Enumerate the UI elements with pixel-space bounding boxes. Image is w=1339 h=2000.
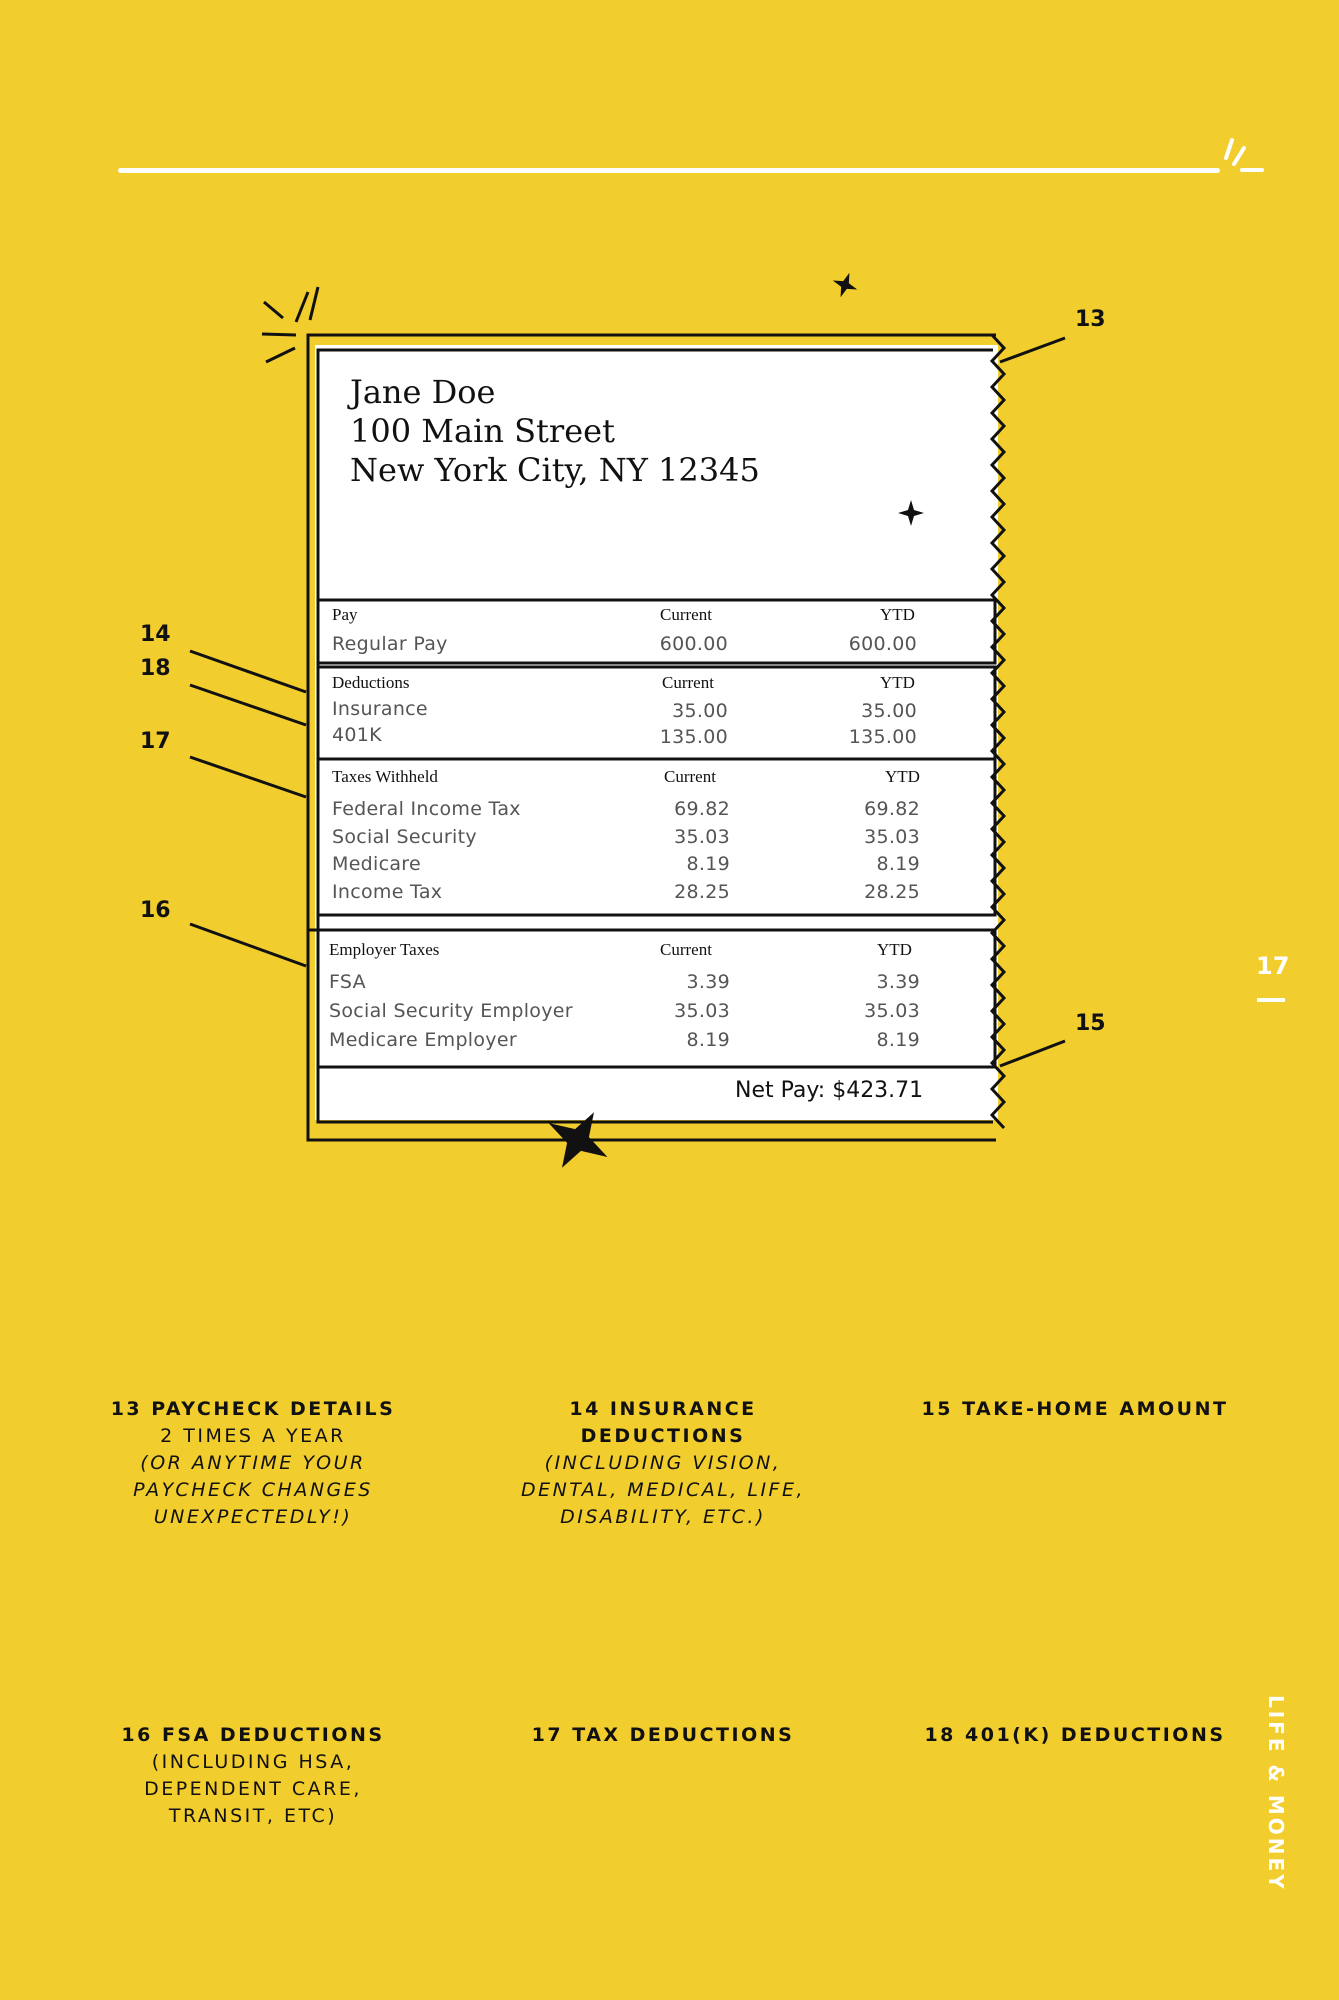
employer-row-ytd: 3.39 bbox=[876, 971, 920, 993]
legend-take-home bbox=[895, 1396, 1255, 1423]
employer-ytd-header: YTD bbox=[877, 940, 912, 959]
employee-city: New York City, NY 12345 bbox=[350, 451, 760, 489]
deductions-header: Deductions bbox=[332, 673, 410, 692]
legend-title: DEDUCTIONS bbox=[580, 1425, 746, 1447]
net-pay: Net Pay: $423.71 bbox=[735, 1078, 924, 1103]
tax-row-label: Social Security bbox=[332, 826, 477, 848]
callout-13: 13 bbox=[1075, 307, 1106, 332]
employer-current-header: Current bbox=[660, 940, 712, 959]
tax-row-current: 8.19 bbox=[686, 853, 730, 875]
employer-row-label: Social Security Employer bbox=[329, 1000, 573, 1022]
tax-row-ytd: 69.82 bbox=[864, 798, 920, 820]
tax-row-ytd: 28.25 bbox=[864, 881, 920, 903]
callout-17: 17 bbox=[140, 729, 171, 754]
callout-18: 18 bbox=[140, 656, 171, 681]
legend-line: TRANSIT, ETC) bbox=[168, 1805, 338, 1827]
tax-row-current: 35.03 bbox=[674, 826, 730, 848]
tax-row-label: Medicare bbox=[332, 853, 421, 875]
taxes-ytd-header: YTD bbox=[885, 767, 920, 786]
tax-row-current: 28.25 bbox=[674, 881, 730, 903]
employer-row-ytd: 8.19 bbox=[876, 1029, 920, 1051]
legend-line: DENTAL, MEDICAL, LIFE, bbox=[520, 1479, 806, 1501]
legend-line: UNEXPECTEDLY!) bbox=[153, 1506, 353, 1528]
callout-15: 15 bbox=[1075, 1011, 1106, 1036]
legend-line: DISABILITY, ETC.) bbox=[560, 1506, 766, 1528]
legend-line: PAYCHECK CHANGES bbox=[133, 1479, 373, 1501]
employer-row-label: FSA bbox=[329, 971, 366, 993]
employee-address bbox=[350, 373, 760, 490]
legend-title: 16 FSA DEDUCTIONS bbox=[121, 1724, 385, 1746]
section-label: LIFE & MONEY bbox=[1264, 1695, 1288, 1892]
legend-tax-deductions bbox=[483, 1722, 843, 1749]
tax-row-ytd: 35.03 bbox=[864, 826, 920, 848]
legend-paycheck-details bbox=[73, 1396, 433, 1531]
deduction-row-label: 401K bbox=[332, 724, 382, 746]
page-number: 17 bbox=[1256, 952, 1290, 980]
legend-line: (INCLUDING HSA, bbox=[151, 1751, 355, 1773]
tax-row-current: 69.82 bbox=[674, 798, 730, 820]
deduction-row-ytd: 135.00 bbox=[848, 726, 917, 748]
legend-title: 14 INSURANCE bbox=[569, 1398, 757, 1420]
employer-row-current: 3.39 bbox=[686, 971, 730, 993]
legend-fsa-deductions bbox=[73, 1722, 433, 1830]
callout-16: 16 bbox=[140, 898, 171, 923]
tax-row-label: Federal Income Tax bbox=[332, 798, 521, 820]
legend-line: (INCLUDING VISION, bbox=[544, 1452, 782, 1474]
pay-row-current: 600.00 bbox=[659, 633, 728, 655]
deductions-ytd-header: YTD bbox=[880, 673, 915, 692]
pay-row-ytd: 600.00 bbox=[848, 633, 917, 655]
pay-header: Pay bbox=[332, 605, 358, 624]
employer-row-current: 35.03 bbox=[674, 1000, 730, 1022]
legend-title: 13 PAYCHECK DETAILS bbox=[110, 1398, 396, 1420]
deduction-row-ytd: 35.00 bbox=[861, 700, 917, 722]
employee-name: Jane Doe bbox=[350, 373, 496, 411]
legend-line: (OR ANYTIME YOUR bbox=[140, 1452, 366, 1474]
legend-title: 17 TAX DEDUCTIONS bbox=[531, 1724, 795, 1746]
deduction-row-current: 35.00 bbox=[672, 700, 728, 722]
taxes-header: Taxes Withheld bbox=[332, 767, 438, 786]
employer-row-ytd: 35.03 bbox=[864, 1000, 920, 1022]
employee-street: 100 Main Street bbox=[350, 412, 615, 450]
deduction-row-label: Insurance bbox=[332, 698, 428, 720]
employer-row-label: Medicare Employer bbox=[329, 1029, 517, 1051]
pay-current-header: Current bbox=[660, 605, 712, 624]
legend-title: 18 401(K) DEDUCTIONS bbox=[924, 1724, 1226, 1746]
pay-row-label: Regular Pay bbox=[332, 633, 448, 655]
legend-line: 2 TIMES A YEAR bbox=[160, 1425, 346, 1447]
tax-row-ytd: 8.19 bbox=[876, 853, 920, 875]
deductions-current-header: Current bbox=[662, 673, 714, 692]
legend-401k-deductions bbox=[895, 1722, 1255, 1749]
employer-row-current: 8.19 bbox=[686, 1029, 730, 1051]
callout-14: 14 bbox=[140, 622, 171, 647]
legend-line: DEPENDENT CARE, bbox=[144, 1778, 362, 1800]
taxes-current-header: Current bbox=[664, 767, 716, 786]
legend-title: 15 TAKE-HOME AMOUNT bbox=[921, 1398, 1229, 1420]
page-number-rule bbox=[1257, 998, 1285, 1002]
pay-ytd-header: YTD bbox=[880, 605, 915, 624]
legend-insurance-deductions bbox=[483, 1396, 843, 1531]
employer-header: Employer Taxes bbox=[329, 940, 440, 959]
deduction-row-current: 135.00 bbox=[659, 726, 728, 748]
tax-row-label: Income Tax bbox=[332, 881, 443, 903]
